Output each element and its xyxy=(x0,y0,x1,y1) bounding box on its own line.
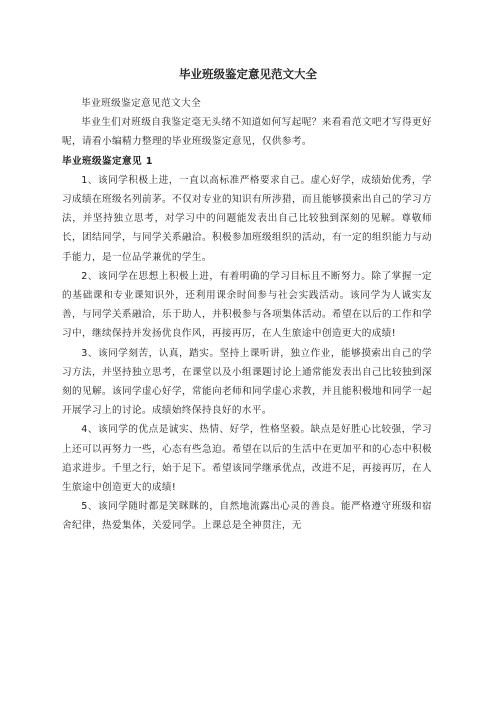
section-heading: 毕业班级鉴定意见 1 xyxy=(62,155,153,167)
document-title: 毕业班级鉴定意见范文大全 xyxy=(179,67,317,81)
subtitle-paragraph: 毕业班级鉴定意见范文大全 xyxy=(81,98,202,109)
body-paragraph-2: 2、该同学在思想上积极上进，有着明确的学习目标且不断努力。除了掌握一定的基础课和专业课知识外，还利用课余时间参与社会实践活动。该同学为人诚实友善，与同学关系融洽，乐于助人，并积极参与各项集体活动。希望在以后的工作和学习中，继续保持并发扬优良作风，再接再厉，在人生旅途中创造更大的成绩! xyxy=(62,270,432,340)
body-paragraph-1: 1、该同学积极上进，一直以高标准严格要求自己。虚心好学，成绩始优秀，学习成绩在班级名列前茅。不仅对专业的知识有所涉猎，而且能够摸索出自己的学习方法，并坚持独立思考，对学习中的问题能发表出自己比较独到深刻的见解。尊敬师长，团结同学，与同学关系融洽。积极参加班级组织的活动，有一定的组织能力与动手能力，是一位品学兼优的学生。 xyxy=(62,174,432,263)
body-paragraph-4: 4、该同学的优点是诚实、热情、好学，性格坚毅。缺点是好胜心比较强，学习上还可以再努力一些，心态有些急迫。希望在以后的生活中在更加平和的心态中积极追求进步。千里之行，始于足下。希望该同学继承优点，改进不足，再接再厉，在人生旅途中创造更大的成绩! xyxy=(62,424,432,494)
body-paragraph-3: 3、该同学刻苦，认真，踏实。坚持上课听讲，独立作业，能够摸索出自己的学习方法，并坚持独立思考，在课堂以及小组课题讨论上通常能发表出自己比较独到深刻的见解。该同学虚心好学，常能向老师和同学虚心求教，并且能积极地和同学一起开展学习上的讨论。成绩始终保持良好的水平。 xyxy=(62,347,432,417)
body-paragraph-5: 5、该同学随时都是笑眯眯的，自然地流露出心灵的善良。能严格遵守班级和宿舍纪律，热爱集体，关爱同学。上课总是全神贯注，无 xyxy=(62,501,432,532)
intro-paragraph: 毕业生们对班级自我鉴定毫无头绪不知道如何写起呢？来看看范文吧才写得更好呢，请看小编精力整理的毕业班级鉴定意见，仅供参考。 xyxy=(62,117,432,148)
document-body xyxy=(62,94,432,536)
